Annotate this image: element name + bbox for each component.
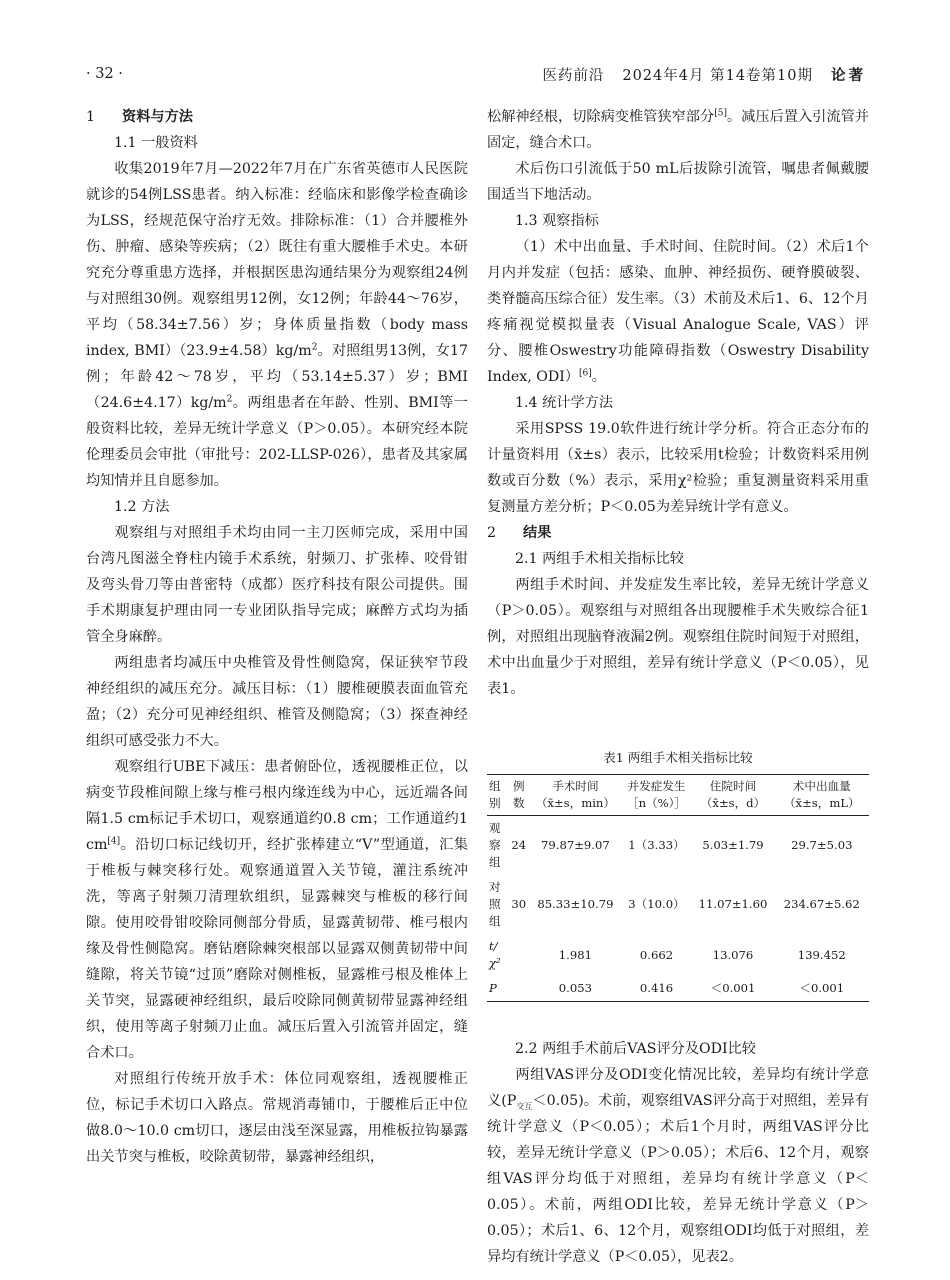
table-cell: 30 xyxy=(511,897,527,911)
table-cell: 观察组 xyxy=(489,821,501,869)
spacer xyxy=(487,702,869,736)
text-run: 松解神经根，切除病变椎管狭窄部分 xyxy=(487,109,715,125)
table-cell: t/χ² xyxy=(489,939,501,970)
postop-paragraph: 术后伤口引流低于50 mL后拔除引流管，嘱患者佩戴腰围适当下地活动。 xyxy=(487,161,869,203)
table-cell: 24 xyxy=(511,838,527,852)
text-run: 。两组患者在年龄、性别、BMI等一般资料比较，差异无统计学意义（P＞0.05）。本研究经本院伦理委员会审批（审批号：202-LLSP-026），患者及其家属均知情并且自愿参加。 xyxy=(86,395,468,489)
article-category: 论著 xyxy=(831,66,866,84)
table-1 xyxy=(487,774,869,1002)
general-data-paragraph xyxy=(86,156,468,494)
table-header-cell: 例数 xyxy=(508,775,529,816)
table-cell: 对照组 xyxy=(489,880,501,928)
table-cell xyxy=(508,934,529,976)
section-2-heading xyxy=(487,520,869,546)
table-cell: 139.452 xyxy=(797,947,846,962)
table-row xyxy=(487,934,869,976)
text-run: 。对照组男13例，女17例；年龄42～78岁，平均（53.14±5.37）岁；BMI（24.6±4.17）kg/m xyxy=(86,343,468,411)
table-cell: 5.03±1.79 xyxy=(702,838,764,852)
table-cell: ＜0.001 xyxy=(691,976,774,1002)
methods-paragraph-1: 观察组与对照组手术均由同一主刀医师完成，采用中国台湾凡图滋全脊柱内镜手术系统，射频刀、扩张棒、咬骨钳及弯头骨刀等由普密特（成都）医疗科技有限公司提供。围手术期康复护理由同一专业团队指导完成；麻醉方式均为插管全身麻醉。 xyxy=(86,525,468,645)
methods-paragraph-2: 两组患者均减压中央椎管及骨性侧隐窝，保证狭窄节段神经组织的减压充分。减压目标：（1）腰椎硬膜表面血管充盈；（2）充分可见神经组织、椎管及侧隐窝；（3）探查神经组织可感受张力不大。 xyxy=(86,655,468,749)
table-cell: 11.07±1.60 xyxy=(698,897,768,911)
section-number: 2 xyxy=(487,525,497,541)
journal-name: 医药前沿 xyxy=(542,67,605,84)
table-cell: 85.33±10.79 xyxy=(537,897,614,911)
results-paragraph-2 xyxy=(487,1062,869,1270)
observation-paragraph xyxy=(487,234,869,390)
table-cell: 0.053 xyxy=(529,976,621,1002)
superscript: 2 xyxy=(311,342,318,353)
text-run: （1）术中出血量、手术时间、住院时间。（2）术后1个月内并发症（包括：感染、血肿、神经损伤、硬脊膜破裂、类脊髓高压综合征）发生率。（3）术前及术后1、6、12个月疼痛视觉模拟量表（Visual Analogue Scale, VAS）评分、腰椎Oswestry功能障碍指数（Oswestry Disability Index, ODI） xyxy=(487,239,869,385)
spacer xyxy=(487,1002,869,1036)
text-run: 观察组行UBE下减压：患者俯卧位，透视腰椎正位，以病变节段椎间隙上缘与椎弓根内缘连线为中心，远近端各间隔1.5 cm标记手术切口，观察通道约0.8 cm；工作通道约1 cm xyxy=(86,759,468,853)
table-cell: 29.7±5.03 xyxy=(791,838,853,852)
text-run: 收集2019年7月—2022年7月在广东省英德市人民医院就诊的54例LSS患者。纳入标准：经临床和影像学检查确诊为LSS，经规范保守治疗无效。排除标准：（1）合并腰椎外伤、肿瘤、感染等疾病；（2）既往有重大腰椎手术史。本研究充分尊重患方选择，并根据医患沟通结果分为观察组24例与对照组30例。观察组男12例，女12例；年龄44～76岁，平均（58.34±7.56）岁；身体质量指数（body mass index, BMI）（23.9±4.58）kg/m xyxy=(86,161,468,359)
citation-ref: [4] xyxy=(107,836,121,847)
citation-ref: [6] xyxy=(579,368,592,379)
text-run: ＜0.05)。术前，观察组VAS评分高于对照组，差异有统计学意义（P＜0.05）；术后1个月时，两组VAS评分比较，差异无统计学意义（P＞0.05）；术后6、12个月，观察组VAS评分均低于对照组，差异均有统计学意义（P＜0.05）。术前，两组ODI比较，差异无统计学意义（P＞0.05）；术后1、6、12个月，观察组ODI均低于对照组，差异均有统计学意义（P＜0.05），见表2。 xyxy=(487,1093,870,1265)
table-row xyxy=(487,875,869,934)
table-row xyxy=(487,816,869,876)
continued-paragraph xyxy=(487,104,869,156)
right-column xyxy=(487,104,869,1270)
section-title: 资料与方法 xyxy=(122,109,193,125)
statistics-paragraph: 采用SPSS 19.0软件进行统计学分析。符合正态分布的计量资料用（x̄±s）表示，比较采用t检验；计数资料采用例数或百分数（%）表示，采用χ²检验；重复测量资料采用重复测量方差分析；P＜0.05为差异统计学有意义。 xyxy=(487,421,869,515)
table-cell: 1（3.33） xyxy=(628,838,685,852)
methods-paragraph-3 xyxy=(86,754,468,1066)
section-title: 结果 xyxy=(523,525,552,541)
text-run: 。减压后置入引流管并固定，缝合术口。 xyxy=(487,109,869,151)
table-cell: 3（10.0） xyxy=(628,897,685,911)
superscript: 2 xyxy=(226,394,233,405)
section-1-1-heading: 1.1 一般资料 xyxy=(114,135,198,151)
text-run: 。沿切口标记线切开，经扩张棒建立“V”型通道，汇集于椎板与棘突移行处。观察通道置入关节镜，灌注系统冲洗，等离子射频刀清理软组织，显露棘突与椎板的移行间隙。使用咬骨钳咬除同侧部分骨质，显露黄韧带、椎弓根内缘及骨性侧隐窝。磨钻磨除棘突根部以显露双侧黄韧带中间缝隙，将关节镜“过顶”磨除对侧椎板，显露椎弓根及椎体上关节突，显露硬神经组织，最后咬除同侧黄韧带显露神经组织，使用等离子射频刀止血。减压后置入引流管并固定，缝合术口。 xyxy=(86,837,468,1061)
table-header-cell: 住院时间（x̄±s，d） xyxy=(691,775,774,816)
results-paragraph-1: 两组手术时间、并发症发生率比较，差异无统计学意义（P＞0.05）。观察组与对照组各出现腰椎手术失败综合征1例，对照组出现脑脊液漏2例。观察组住院时间短于对照组，术中出血量少于对照组，差异有统计学意义（P＜0.05），见表1。 xyxy=(487,577,869,697)
page-number: · 32 · xyxy=(86,66,123,82)
section-1-3-heading: 1.3 观察指标 xyxy=(515,213,599,229)
journal-info xyxy=(542,64,866,85)
table-cell: 1.981 xyxy=(558,947,592,962)
table-header-cell: 组别 xyxy=(487,775,508,816)
table-cell xyxy=(508,976,529,1002)
table-cell: 234.67±5.62 xyxy=(783,897,860,911)
running-header xyxy=(86,62,866,86)
section-2-2-heading: 2.2 两组手术前后VAS评分及ODI比较 xyxy=(515,1041,756,1057)
subscript: 交互 xyxy=(516,1101,533,1111)
table-cell: 0.416 xyxy=(622,976,692,1002)
table-cell: 0.662 xyxy=(639,947,674,962)
table-1-caption: 表1 两组手术相关指标比较 xyxy=(603,750,753,765)
methods-paragraph-4: 对照组行传统开放手术：体位同观察组，透视腰椎正位，标记手术切口入路点。常规消毒铺巾，于腰椎后正中位做8.0～10.0 cm切口，逐层由浅至深显露，用椎板拉钩暴露出关节突与椎板，咬除黄韧带，暴露神经组织， xyxy=(86,1071,468,1165)
journal-issue: 2024年4月 第14卷第10期 xyxy=(622,67,813,84)
table-cell: 13.076 xyxy=(712,947,754,962)
table-header-cell: 术中出血量（x̄±s，mL） xyxy=(775,775,869,816)
table-cell: ＜0.001 xyxy=(775,976,869,1002)
table-row xyxy=(487,976,869,1002)
text-run: 。 xyxy=(591,369,606,385)
text-run: 两组VAS评分及ODI变化情况比较，差异均有统计学意义(P xyxy=(487,1067,869,1109)
section-1-2-heading: 1.2 方法 xyxy=(114,499,170,515)
citation-ref: [5] xyxy=(714,108,727,119)
table-cell: 79.87±9.07 xyxy=(541,838,610,852)
table-header-cell: 并发症发生［n（%）］ xyxy=(622,775,692,816)
section-1-4-heading: 1.4 统计学方法 xyxy=(515,395,614,411)
left-column xyxy=(86,104,468,1170)
table-cell: P xyxy=(487,976,508,1002)
section-number: 1 xyxy=(86,109,96,125)
table-header-cell: 手术时间（x̄±s，min） xyxy=(529,775,621,816)
section-2-1-heading: 2.1 两组手术相关指标比较 xyxy=(515,551,684,567)
section-1-heading xyxy=(86,104,468,130)
